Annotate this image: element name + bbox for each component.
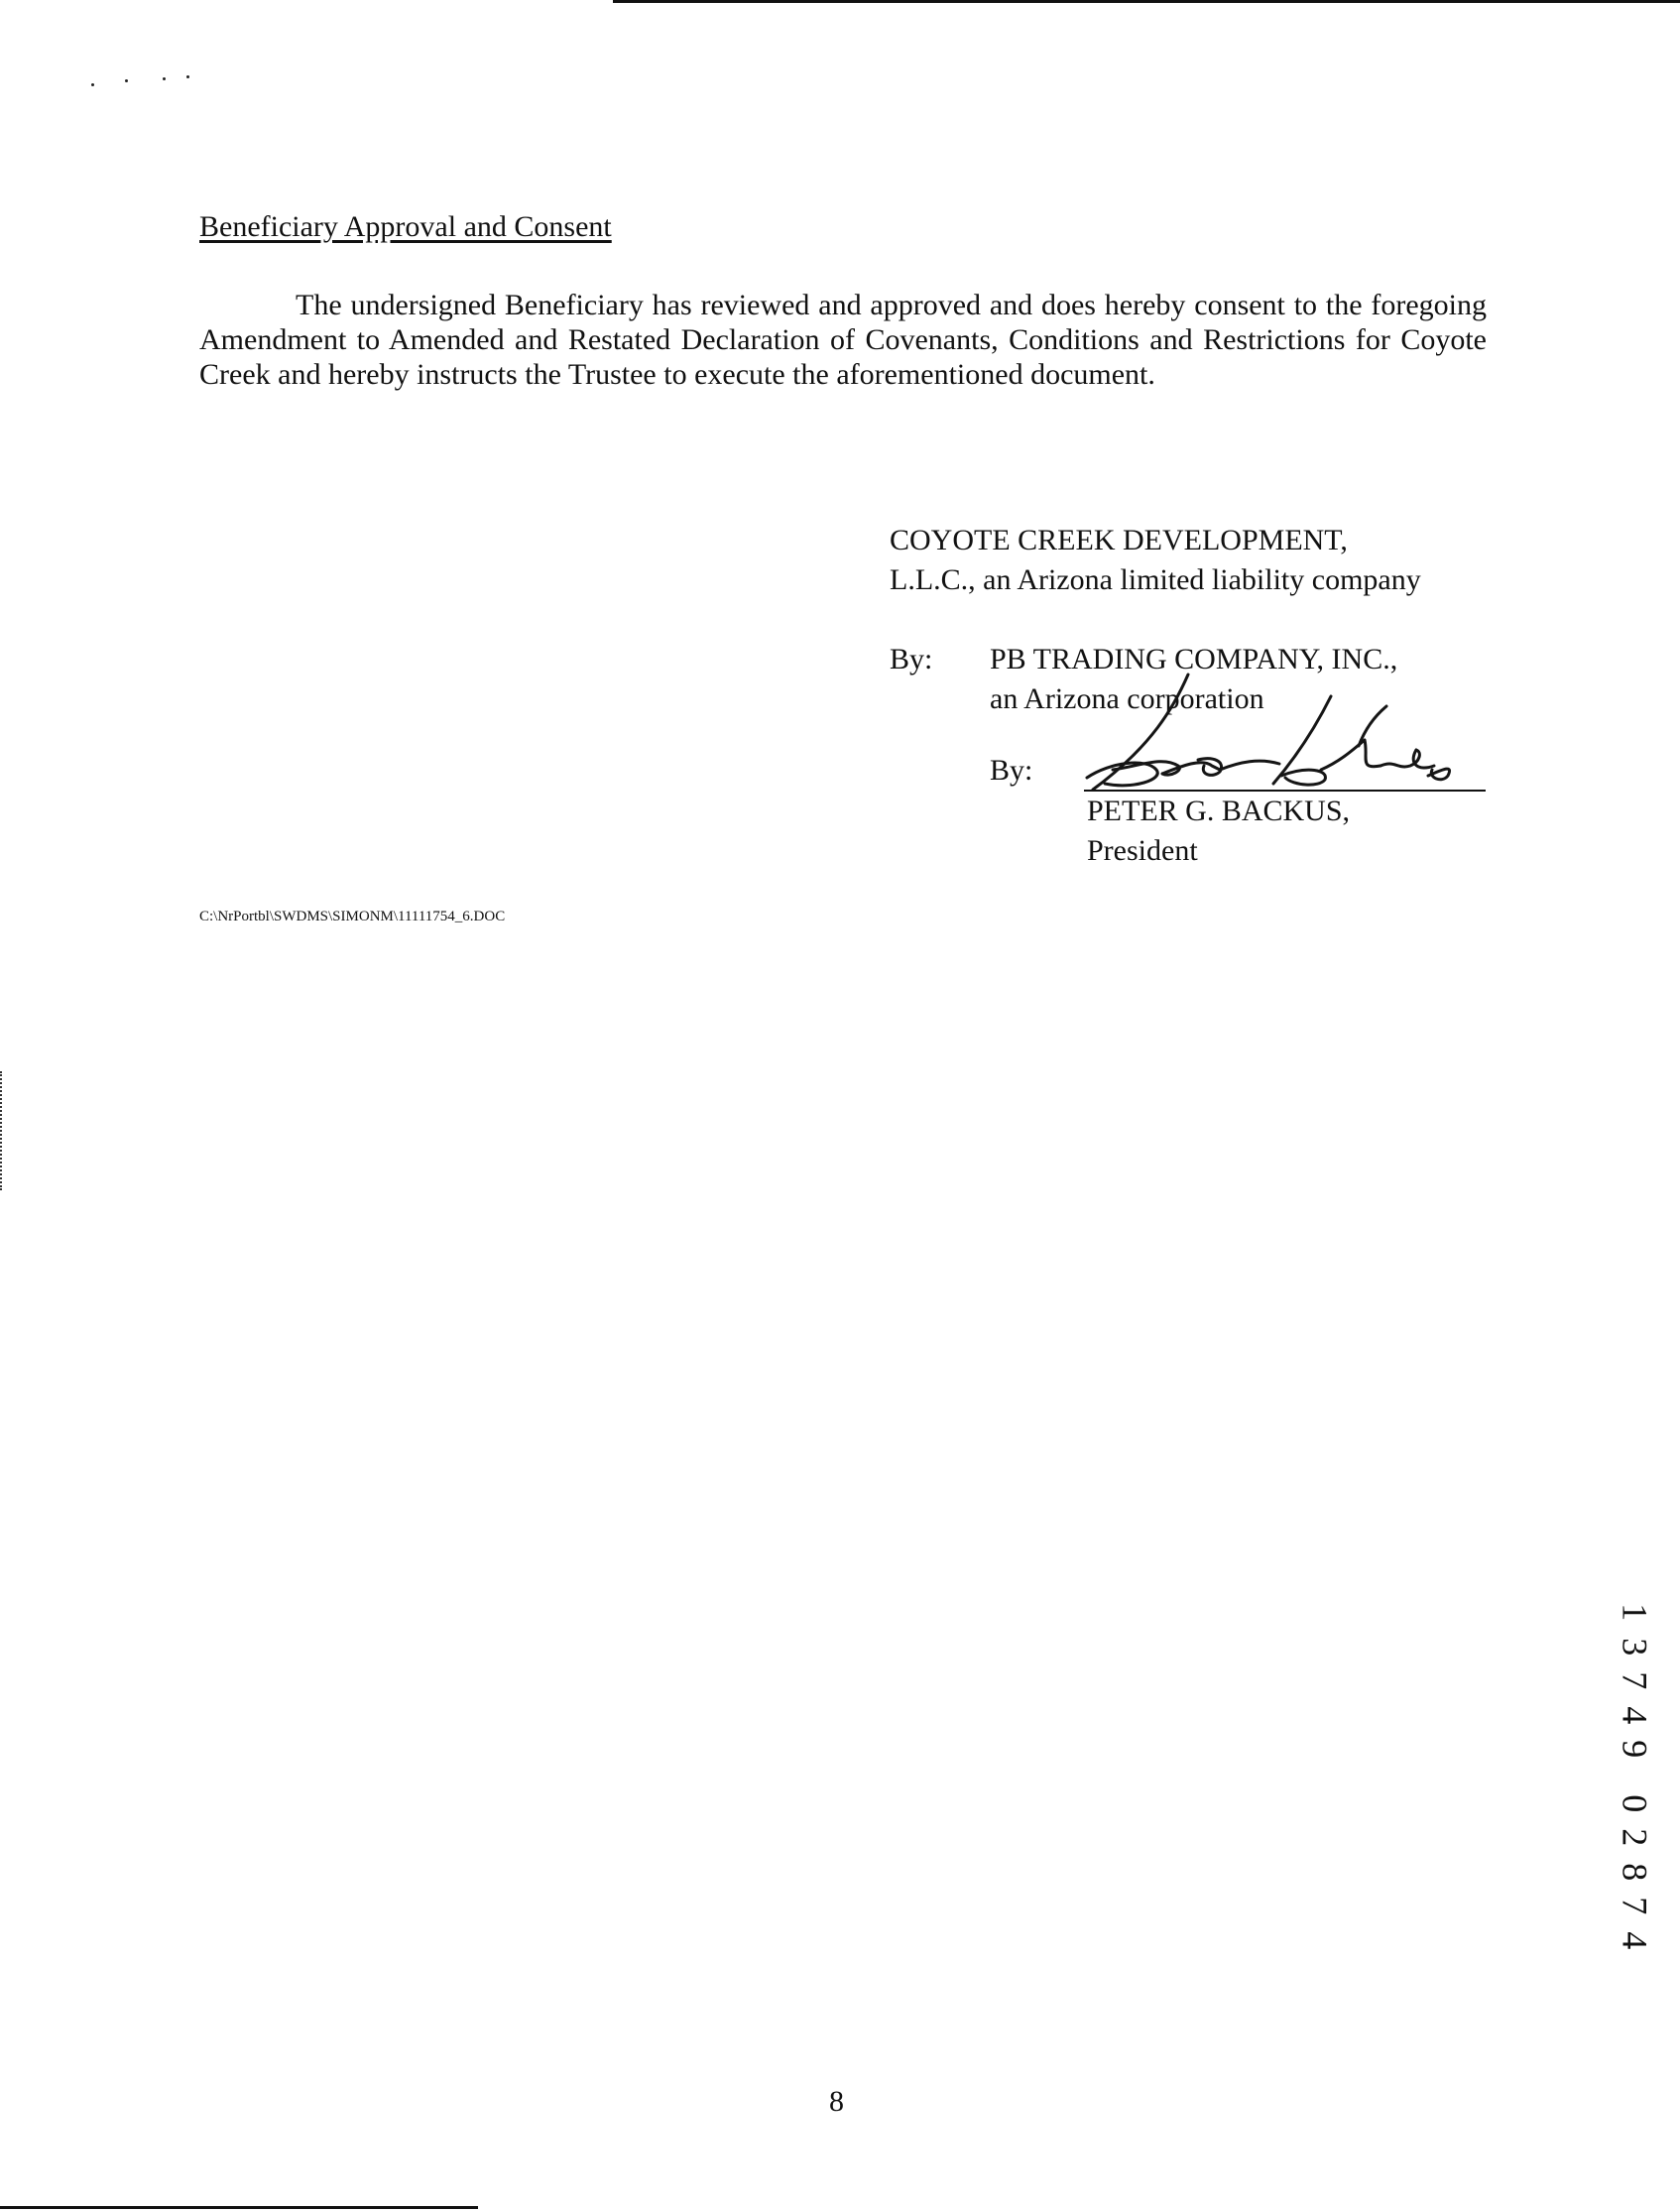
entity-name-line2: L.L.C., an Arizona limited liability company xyxy=(890,563,1421,596)
stamp-digit: 4 xyxy=(1615,1705,1655,1724)
signer-title: President xyxy=(1087,834,1198,867)
by-label-2: By: xyxy=(990,754,1033,787)
stamp-digit: 7 xyxy=(1615,1897,1655,1915)
stamp-digit: 8 xyxy=(1615,1862,1655,1881)
section-heading: Beneficiary Approval and Consent xyxy=(199,210,612,243)
scan-specks xyxy=(87,71,196,91)
handwritten-signature xyxy=(1071,667,1478,805)
signer-block xyxy=(1087,792,1350,871)
scan-edge-left-marks xyxy=(0,1071,4,1190)
document-file-path: C:\NrPortbl\SWDMS\SIMONM\11111754_6.DOC xyxy=(199,909,506,924)
scan-edge-top xyxy=(613,0,1680,3)
sub-entity-line1: PB TRADING COMPANY, INC., xyxy=(990,643,1398,675)
recording-stamp xyxy=(1615,1595,1654,1957)
sub-entity-line2: an Arizona corporation xyxy=(990,682,1264,715)
stamp-digit: 7 xyxy=(1615,1671,1655,1690)
entity-name-line1: COYOTE CREEK DEVELOPMENT, xyxy=(890,524,1348,556)
signer-name: PETER G. BACKUS, xyxy=(1087,795,1351,827)
by-label: By: xyxy=(890,643,933,675)
page-number: 8 xyxy=(829,2085,844,2118)
stamp-digit: 1 xyxy=(1615,1603,1655,1622)
stamp-digit: 2 xyxy=(1615,1828,1655,1847)
entity-block xyxy=(890,521,1421,600)
stamp-digit: 4 xyxy=(1615,1930,1655,1949)
stamp-digit: 3 xyxy=(1615,1637,1655,1656)
scan-edge-bottom xyxy=(0,2206,478,2209)
consent-paragraph: The undersigned Beneficiary has reviewed and approved and does hereby consent to the foregoing Amendment to Amended and Restated Declaration of Covenants, Conditions and Restrictions for Coyote Creek and hereby instructs the Trustee to execute the aforementioned document. xyxy=(199,289,1487,391)
stamp-digit: 0 xyxy=(1615,1793,1655,1812)
stamp-digit: 9 xyxy=(1615,1740,1655,1759)
